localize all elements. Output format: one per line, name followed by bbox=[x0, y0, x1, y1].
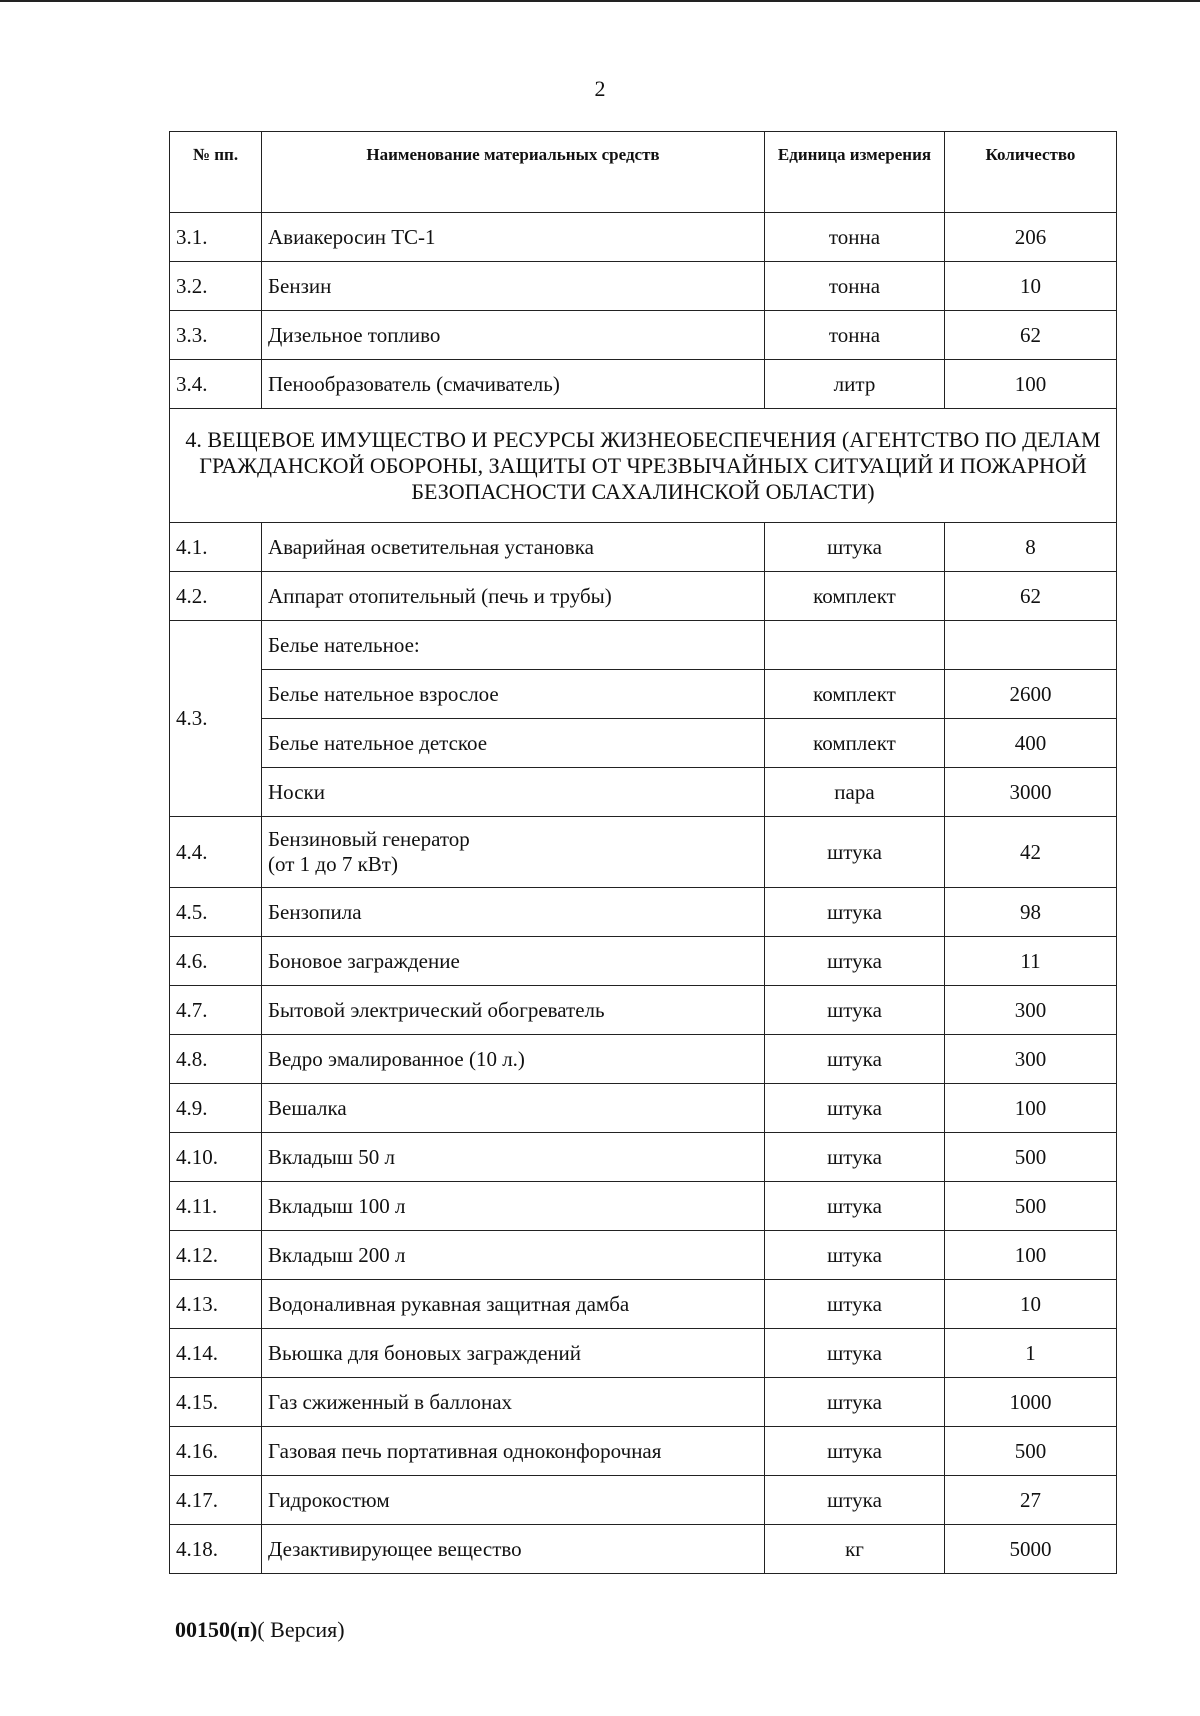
row-num: 4.8. bbox=[170, 1035, 262, 1084]
row-num: 3.2. bbox=[170, 262, 262, 311]
subrow-qty: 400 bbox=[945, 719, 1117, 768]
table-row bbox=[170, 360, 1117, 409]
table-row bbox=[170, 1084, 1117, 1133]
table-header-row bbox=[170, 132, 1117, 213]
table-row bbox=[170, 1525, 1117, 1574]
row-name: Бытовой электрический обогреватель bbox=[262, 986, 765, 1035]
table-row bbox=[170, 311, 1117, 360]
row-num: 4.18. bbox=[170, 1525, 262, 1574]
row-name: Гидрокостюм bbox=[262, 1476, 765, 1525]
row-name: Авиакеросин ТС-1 bbox=[262, 213, 765, 262]
row-unit: штука bbox=[765, 523, 945, 572]
table-row bbox=[170, 1329, 1117, 1378]
row-unit: штука bbox=[765, 1182, 945, 1231]
table-row bbox=[170, 213, 1117, 262]
table-row bbox=[170, 888, 1117, 937]
subrow-unit: комплект bbox=[765, 719, 945, 768]
row-unit: штука bbox=[765, 986, 945, 1035]
row-qty: 10 bbox=[945, 1280, 1117, 1329]
row-name: Газ сжиженный в баллонах bbox=[262, 1378, 765, 1427]
table-row bbox=[170, 817, 1117, 888]
table-row bbox=[170, 621, 1117, 670]
subrow-name: Носки bbox=[262, 768, 765, 817]
row-unit: штука bbox=[765, 1378, 945, 1427]
section-title: 4. ВЕЩЕВОЕ ИМУЩЕСТВО И РЕСУРСЫ ЖИЗНЕОБЕСПЕЧЕНИЯ (АГЕНТСТВО ПО ДЕЛАМ ГРАЖДАНСКОЙ ОБОРОНЫ, ЗАЩИТЫ ОТ ЧРЕЗВЫЧАЙНЫХ СИТУАЦИЙ И ПОЖАРНОЙ БЕЗОПАСНОСТИ САХАЛИНСКОЙ ОБЛАСТИ) bbox=[170, 409, 1117, 523]
row-unit: штука bbox=[765, 817, 945, 888]
table-row bbox=[170, 1476, 1117, 1525]
row-unit: штука bbox=[765, 1084, 945, 1133]
subrow-name: Белье нательное детское bbox=[262, 719, 765, 768]
row-qty: 300 bbox=[945, 1035, 1117, 1084]
row-qty: 11 bbox=[945, 937, 1117, 986]
row-num: 4.11. bbox=[170, 1182, 262, 1231]
header-qty: Количество bbox=[945, 132, 1117, 213]
row-unit: штука bbox=[765, 1427, 945, 1476]
row-num: 4.17. bbox=[170, 1476, 262, 1525]
row-num: 4.1. bbox=[170, 523, 262, 572]
row-num: 4.9. bbox=[170, 1084, 262, 1133]
row-unit: штука bbox=[765, 937, 945, 986]
table-row bbox=[170, 1427, 1117, 1476]
row-qty: 5000 bbox=[945, 1525, 1117, 1574]
row-unit: штука bbox=[765, 1329, 945, 1378]
row-num: 4.14. bbox=[170, 1329, 262, 1378]
header-num: № пп. bbox=[170, 132, 262, 213]
rows-after-group bbox=[170, 888, 1117, 1574]
row-unit: штука bbox=[765, 1476, 945, 1525]
row-qty: 500 bbox=[945, 1133, 1117, 1182]
row-name: Белье нательное: bbox=[262, 621, 765, 670]
row-qty: 300 bbox=[945, 986, 1117, 1035]
footer-code: 00150(п) bbox=[175, 1617, 258, 1642]
row-name: Вьюшка для боновых заграждений bbox=[262, 1329, 765, 1378]
row-num: 3.1. bbox=[170, 213, 262, 262]
row-qty: 10 bbox=[945, 262, 1117, 311]
row-num: 3.4. bbox=[170, 360, 262, 409]
row-unit: штука bbox=[765, 1231, 945, 1280]
footer bbox=[175, 1617, 345, 1643]
table-row bbox=[170, 1280, 1117, 1329]
row-num: 4.6. bbox=[170, 937, 262, 986]
table-subrow bbox=[170, 670, 1117, 719]
row-unit: литр bbox=[765, 360, 945, 409]
row-qty: 27 bbox=[945, 1476, 1117, 1525]
row-qty: 500 bbox=[945, 1427, 1117, 1476]
row-name: Вкладыш 50 л bbox=[262, 1133, 765, 1182]
row-qty: 1000 bbox=[945, 1378, 1117, 1427]
table-row bbox=[170, 1133, 1117, 1182]
row-num: 4.4. bbox=[170, 817, 262, 888]
page-number: 2 bbox=[594, 76, 606, 101]
row-num: 4.10. bbox=[170, 1133, 262, 1182]
row-name: Газовая печь портативная одноконфорочная bbox=[262, 1427, 765, 1476]
materials-table bbox=[169, 131, 1117, 1574]
row-qty: 100 bbox=[945, 1231, 1117, 1280]
table-subrow bbox=[170, 768, 1117, 817]
row-unit: штука bbox=[765, 888, 945, 937]
row-unit: комплект bbox=[765, 572, 945, 621]
row-unit: кг bbox=[765, 1525, 945, 1574]
row-name: Пенообразователь (смачиватель) bbox=[262, 360, 765, 409]
section-header-row bbox=[170, 409, 1117, 523]
row-name: Вкладыш 100 л bbox=[262, 1182, 765, 1231]
subrow-qty: 3000 bbox=[945, 768, 1117, 817]
row-unit: штука bbox=[765, 1035, 945, 1084]
row-qty: 98 bbox=[945, 888, 1117, 937]
row-qty: 100 bbox=[945, 1084, 1117, 1133]
row-num: 3.3. bbox=[170, 311, 262, 360]
row-qty: 42 bbox=[945, 817, 1117, 888]
table-row bbox=[170, 1182, 1117, 1231]
subrow-qty: 2600 bbox=[945, 670, 1117, 719]
row-qty: 100 bbox=[945, 360, 1117, 409]
row-qty: 1 bbox=[945, 1329, 1117, 1378]
subrow-name: Белье нательное взрослое bbox=[262, 670, 765, 719]
row-name: Бензопила bbox=[262, 888, 765, 937]
row-qty: 62 bbox=[945, 311, 1117, 360]
table-row bbox=[170, 262, 1117, 311]
row-name: Аппарат отопительный (печь и трубы) bbox=[262, 572, 765, 621]
row-name: Дизельное топливо bbox=[262, 311, 765, 360]
row-qty: 62 bbox=[945, 572, 1117, 621]
row-name: Боновое заграждение bbox=[262, 937, 765, 986]
row-name-line1: Бензиновый генератор bbox=[268, 827, 470, 851]
row-name: Аварийная осветительная установка bbox=[262, 523, 765, 572]
subrow-unit: пара bbox=[765, 768, 945, 817]
row-name: Водоналивная рукавная защитная дамба bbox=[262, 1280, 765, 1329]
top-border-line bbox=[0, 0, 1200, 2]
table-subrow bbox=[170, 719, 1117, 768]
row-qty: 206 bbox=[945, 213, 1117, 262]
row-unit: штука bbox=[765, 1280, 945, 1329]
header-unit: Единица измерения bbox=[765, 132, 945, 213]
row-num: 4.15. bbox=[170, 1378, 262, 1427]
row-name: Дезактивирующее вещество bbox=[262, 1525, 765, 1574]
row-name: Вкладыш 200 л bbox=[262, 1231, 765, 1280]
table-row bbox=[170, 1231, 1117, 1280]
header-name: Наименование материальных средств bbox=[262, 132, 765, 213]
table-row bbox=[170, 986, 1117, 1035]
row-num: 4.3. bbox=[170, 621, 262, 817]
table-row bbox=[170, 1035, 1117, 1084]
row-qty-empty bbox=[945, 621, 1117, 670]
table-row bbox=[170, 572, 1117, 621]
subrow-unit: комплект bbox=[765, 670, 945, 719]
row-num: 4.7. bbox=[170, 986, 262, 1035]
table-row bbox=[170, 523, 1117, 572]
row-unit-empty bbox=[765, 621, 945, 670]
row-unit: тонна bbox=[765, 311, 945, 360]
row-unit: штука bbox=[765, 1133, 945, 1182]
row-unit: тонна bbox=[765, 262, 945, 311]
row-name: Вешалка bbox=[262, 1084, 765, 1133]
table-row bbox=[170, 1378, 1117, 1427]
row-num: 4.16. bbox=[170, 1427, 262, 1476]
row-name: Бензин bbox=[262, 262, 765, 311]
row-num: 4.5. bbox=[170, 888, 262, 937]
row-qty: 500 bbox=[945, 1182, 1117, 1231]
row-num: 4.13. bbox=[170, 1280, 262, 1329]
footer-version: ( Версия) bbox=[257, 1617, 345, 1642]
row-name bbox=[262, 817, 765, 888]
row-unit: тонна bbox=[765, 213, 945, 262]
row-name-line2: (от 1 до 7 кВт) bbox=[268, 852, 398, 876]
table-row bbox=[170, 937, 1117, 986]
row-qty: 8 bbox=[945, 523, 1117, 572]
row-name: Ведро эмалированное (10 л.) bbox=[262, 1035, 765, 1084]
row-num: 4.2. bbox=[170, 572, 262, 621]
row-num: 4.12. bbox=[170, 1231, 262, 1280]
